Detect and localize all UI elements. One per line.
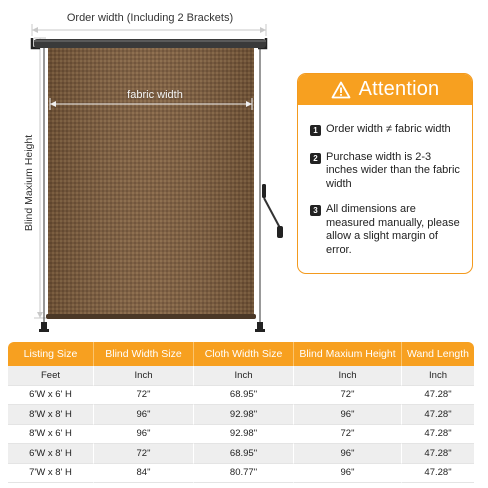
table-cell: 47.28": [402, 425, 474, 445]
table-cell: 68.95": [194, 444, 294, 464]
warning-triangle-icon: [331, 81, 351, 99]
header-blind-width: Blind Width Size: [94, 342, 194, 366]
attention-item: [310, 203, 462, 257]
header-cloth-width: Cloth Width Size: [194, 342, 294, 366]
table-cell: 80.77": [194, 464, 294, 484]
attention-item: [310, 123, 462, 137]
unit-cell: Inch: [194, 366, 294, 386]
table-cell: 47.28": [402, 464, 474, 484]
crank-wand-icon: [262, 184, 283, 238]
order-width-label: Order width (Including 2 Brackets): [66, 12, 234, 24]
attention-text: All dimensions are measured manually, please allow a slight margin of error.: [326, 203, 460, 256]
height-label: Blind Maxium Height: [23, 134, 35, 232]
table-row: [8, 464, 474, 484]
anchor-left: [39, 322, 49, 332]
header-blind-height: Blind Maxium Height: [294, 342, 402, 366]
attention-item: [310, 151, 462, 192]
table-cell: 72": [94, 444, 194, 464]
table-row: [8, 444, 474, 464]
table-row: [8, 405, 474, 425]
table-header-row: [8, 342, 474, 366]
table-cell: 8'W x 8' H: [8, 405, 94, 425]
table-cell: 72": [94, 386, 194, 406]
table-cell: 72": [294, 425, 402, 445]
attention-text: Order width ≠ fabric width: [326, 123, 451, 135]
table-cell: 96": [94, 425, 194, 445]
table-row: [8, 425, 474, 445]
attention-panel: [297, 73, 473, 274]
table-cell: 47.28": [402, 444, 474, 464]
attention-text: Purchase width is 2-3 inches wider than the fabric width: [326, 150, 460, 190]
table-cell: 72": [294, 386, 402, 406]
unit-cell: Inch: [402, 366, 474, 386]
roller-blind-illustration: [0, 0, 300, 342]
unit-cell: Inch: [294, 366, 402, 386]
table-cell: 47.28": [402, 405, 474, 425]
table-row: [8, 386, 474, 406]
table-cell: 96": [294, 405, 402, 425]
attention-list: [298, 105, 472, 257]
bottom-bar: [46, 314, 256, 319]
table-cell: 6'W x 8' H: [8, 444, 94, 464]
header-listing-size: Listing Size: [8, 342, 94, 366]
unit-cell: Feet: [8, 366, 94, 386]
table-cell: 96": [294, 464, 402, 484]
table-cell: 96": [94, 405, 194, 425]
order-width-dimension: [32, 24, 266, 36]
fabric-width-label: fabric width: [127, 89, 183, 101]
attention-number-badge: 3: [310, 205, 321, 216]
table-cell: 92.98": [194, 425, 294, 445]
attention-number-badge: 2: [310, 153, 321, 164]
attention-number-badge: 1: [310, 125, 321, 136]
attention-title: Attention: [358, 78, 440, 100]
table-cell: 68.95": [194, 386, 294, 406]
anchor-right: [255, 322, 265, 332]
table-cell: 96": [294, 444, 402, 464]
table-cell: 8'W x 6' H: [8, 425, 94, 445]
size-chart-table: [8, 342, 474, 483]
table-cell: 6'W x 6' H: [8, 386, 94, 406]
table-units-row: [8, 366, 474, 386]
attention-header: [298, 74, 472, 105]
table-cell: 7'W x 8' H: [8, 464, 94, 484]
header-wand-length: Wand Length: [402, 342, 474, 366]
table-cell: 92.98": [194, 405, 294, 425]
unit-cell: Inch: [94, 366, 194, 386]
table-cell: 84": [94, 464, 194, 484]
table-cell: 47.28": [402, 386, 474, 406]
product-diagram: [0, 0, 300, 342]
